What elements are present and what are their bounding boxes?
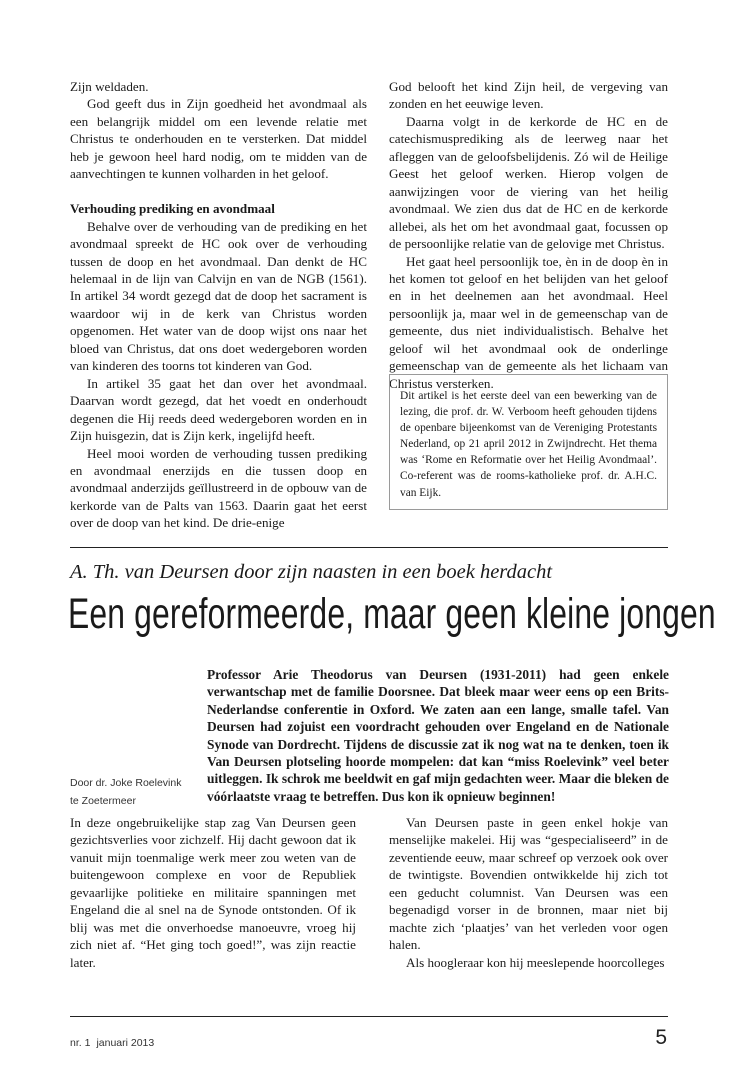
paragraph: God belooft het kind Zijn heil, de vergeving van zonden en het eeuwige leven. xyxy=(389,79,668,112)
paragraph: In artikel 35 gaat het dan over het avondmaal. Daarvan wordt gezegd, dat het voedt en onderhoudt degenen die Hij reeds deed wedergeboren worden en in Zijn huisgezin, dat is Zijn kerk, ingelijfd heeft. xyxy=(70,375,367,444)
article-note-box xyxy=(389,374,668,510)
paragraph: Zijn weldaden. xyxy=(70,79,149,94)
byline-location: te Zoetermeer xyxy=(70,795,136,807)
issue-number: nr. 1 xyxy=(70,1037,91,1049)
byline-author: Door dr. Joke Roelevink xyxy=(70,777,182,789)
section-heading: Verhouding prediking en avondmaal xyxy=(70,201,275,217)
paragraph: In deze ongebruikelijke stap zag Van Deursen geen gezichtsverlies voor zichzelf. Hij dacht gewoon dat ik vanuit mijn toenmalige werk meer zou weten van de buitengewoon complexe en voor de Republiek gevaarlijke politieke en militaire spanningen met Engeland die al snel na de Synode ontstonden. Of ik blij was met die onverhoedse manoeuvre, vroeg hij zich niet af. “Het ging toch goed!”, was zijn reactie later. xyxy=(70,815,356,970)
issue-info xyxy=(70,1037,154,1049)
column-bottom-left xyxy=(70,814,356,971)
paragraph: God geeft dus in Zijn goedheid het avondmaal als een belangrijk middel om een levende relatie met Christus te onderhouden en te versterken. Dat middel heb je gewoon heel hard nodig, om te midden van de aanvechtingen te kunnen volharden in het geloof. xyxy=(70,96,367,182)
issue-date: januari 2013 xyxy=(96,1037,155,1049)
paragraph: Heel mooi worden de verhouding tussen prediking en avondmaal enerzijds en die tussen doop en avondmaal anderzijds geïllustreerd in de opbouw van de kerkorde van de Palts van 1563. Daarin gaat het eerst over de doop van het kind. De drie-enige xyxy=(70,445,367,531)
paragraph: Daarna volgt in de kerkorde de HC en de catechismusprediking als de leerweg naar het afleggen van de geloofsbelijdenis. Zó wil de Heilige Geest het geloof werken. Hierop volgen de aanwijzingen voor de viering van het heilig avondmaal. We zien dus dat de HC en de kerkorde allebei, als het om het avondmaal gaat, focussen op de persoonlijke relatie van de gelovige met Christus. xyxy=(389,113,668,252)
paragraph: Behalve over de verhouding van de prediking en het avondmaal spreekt de HC ook over de verhouding tussen de doop en het avondmaal. Dan denkt de HC helemaal in de lijn van Calvijn en van de NGB (1561). In artikel 34 wordt gezegd dat de doop het sacrament is waardoor wij in de kerk van Christus worden opgenomen. Het water van de doop wijst ons naar het bloed van Christus, dat ons doet wedergeboren worden van kinderen des toorns tot kinderen van God. xyxy=(70,218,367,374)
article-subtitle: A. Th. van Deursen door zijn naasten in een boek herdacht xyxy=(70,561,553,583)
paragraph: Van Deursen paste in geen enkel hokje van menselijke makelei. Hij was “gespecialiseerd” in de zeventiende eeuw, maar schreef op verzoek ook over de twintigste. Bovendien ontwikkelde hij zich tot een geducht columnist. Van Deursen was een begenadigd vorser in de bronnen, maar niet bij machte zich ‘plaatjes’ van het verleden voor ogen halen. xyxy=(389,815,668,953)
author-byline xyxy=(70,774,200,810)
paragraph-gap xyxy=(70,183,367,200)
article-intro xyxy=(207,666,669,805)
article-headline: Een gereformeerde, maar geen kleine jongen xyxy=(68,591,716,638)
paragraph: Als hoogleraar kon hij meeslepende hoorcolleges xyxy=(406,954,665,970)
column-top-right xyxy=(389,78,668,392)
section-divider xyxy=(70,547,668,548)
intro-text: Professor Arie Theodorus van Deursen (1931-2011) had geen enkele verwantschap met de familie Doorsnee. Dat bleek maar weer eens op een Brits-Nederlandse conferentie in Oxford. We zaten aan een lange, smalle tafel. Van Deursen had zojuist een voordracht gehouden over Engeland en de Nationale Synode van Dordrecht. Tijdens de discussie zat ik nog wat na te denken, toen ik Van Deursen plotseling hoorde mompelen: dat kan “miss Roelevink” veel beter uitleggen. Ik schrok me beeldwit en gaf mijn gedachten weer. Maar die bleken de vóórlaatste vraag te betreffen. Dus kon ik opnieuw beginnen! xyxy=(207,667,669,804)
footer-divider xyxy=(70,1016,668,1017)
column-bottom-right xyxy=(389,814,668,971)
note-text: Dit artikel is het eerste deel van een bewerking van de lezing, die prof. dr. W. Verboom heeft gehouden tijdens de openbare bijeenkomst van de Vereniging Protestants Nederland, op 21 april 2012 in Zwijndrecht. Het thema was ‘Rome en Reformatie over het Heilig Avondmaal’. Co-referent was de rooms-katholieke prof. dr. A.H.C. van Eijk. xyxy=(400,390,657,499)
paragraph: Het gaat heel persoonlijk toe, èn in de doop èn in het komen tot geloof en het belijden van het geloof en in het deelnemen aan het avondmaal. Heel persoonlijk ja, maar wel in de gemeenschap van de gemeente, dus niet individualistisch. Behalve het geloof wil het avondmaal ook de onderlinge gemeenschap van de gemeente als het lichaam van Christus versterken. xyxy=(389,253,668,391)
page-number: 5 xyxy=(655,1026,667,1049)
column-top-left xyxy=(70,78,367,532)
